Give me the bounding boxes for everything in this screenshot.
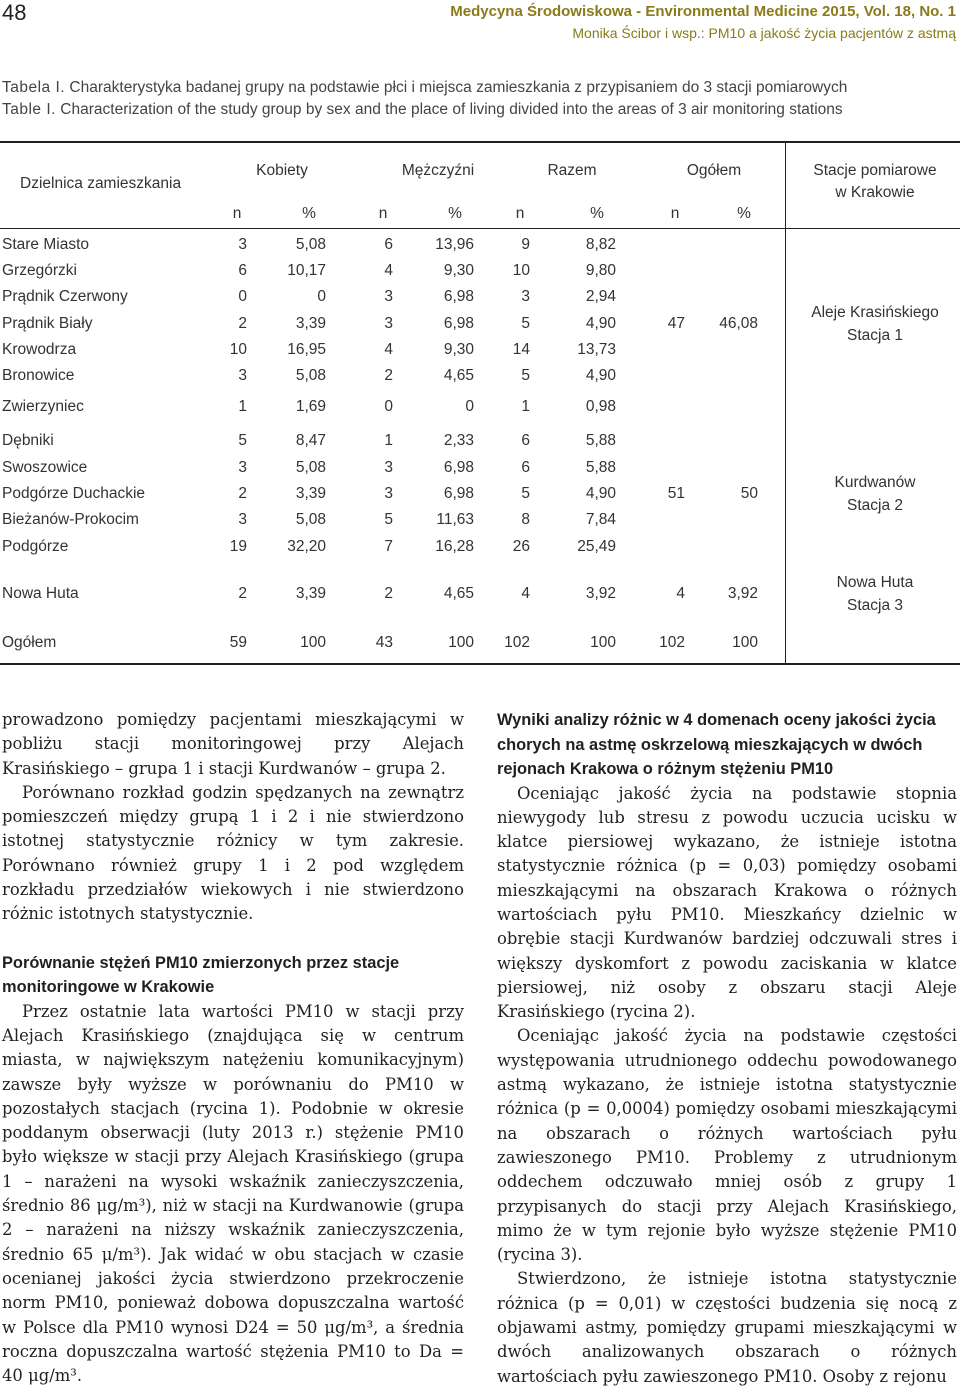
district-name: Bieżanów-Prokocim [2,511,139,528]
table-cell-rp: 4,90 [585,367,616,384]
table-cell-kp: 100 [300,634,326,651]
table-header-rule [0,228,960,229]
section-heading-qol-domains: Wyniki analizy różnic w 4 domenach oceny jakości życia chorych na astmę oskrzelową mieszkających w dwóch rejonach Krakowa o różnym stężeniu PM10 [497,711,936,778]
section-heading-pm10-comparison: Porównanie stężeń PM10 zmierzonych przez stacje monitoringowe w Krakowie [2,953,400,997]
table-cell-rp: 13,73 [577,341,616,358]
subheader-n: n [670,205,680,222]
table-cell-kn: 0 [238,288,247,305]
subheader-n: n [232,205,242,222]
table-cell-rp: 0,98 [585,398,616,415]
caption-text-en: Characterization of the study group by sex and the place of living divided into the areas of 3 air monitoring stations [60,101,843,118]
header-stations-1: Stacje pomiarowe [813,162,937,179]
station-number: Stacja 1 [846,327,903,344]
header-women: Kobiety [256,162,308,179]
journal-title: Medycyna Środowiskowa - Environmental Medicine 2015, Vol. 18, No. 1 [450,3,956,20]
table-cell-rp: 100 [590,634,616,651]
table-cell-mn: 4 [384,262,393,279]
table-caption-en [2,101,843,119]
overall-n: 102 [659,634,685,651]
table-cell-kp: 8,47 [295,432,326,449]
overall-pct: 100 [732,634,758,651]
station-name: Nowa Huta [836,574,914,591]
table-cell-mp: 6,98 [443,459,474,476]
table-cell-rn: 5 [521,367,530,384]
table-cell-mn: 5 [384,511,393,528]
district-name: Nowa Huta [2,585,79,602]
table-cell-kn: 59 [229,634,247,651]
table-cell-mp: 4,65 [443,367,474,384]
table-cell-rn: 10 [512,262,530,279]
table-cell-mn: 2 [384,367,393,384]
table-cell-kn: 19 [229,538,247,555]
table-cell-mp: 9,30 [443,262,474,279]
subheader-pct: % [448,205,462,222]
table-cell-rp: 25,49 [577,538,616,555]
header-district: Dzielnica zamieszkania [20,175,182,192]
district-name: Grzegórzki [2,262,77,279]
table-cell-mn: 3 [384,315,393,332]
subheader-n: n [378,205,388,222]
overall-pct: 3,92 [727,585,758,602]
subheader-pct: % [590,205,604,222]
station-column-divider [785,143,786,663]
district-name: Swoszowice [2,459,88,476]
left-paragraph-1: prowadzono pomiędzy pacjentami mieszkającymi w pobliżu stacji monitoringowej przy Alejach Krasińskiego – grupa 1 i stacji Kurdwanów – grupa 2. [2,710,464,778]
table-cell-kn: 3 [238,459,247,476]
station-name: Kurdwanów [834,474,916,491]
district-name: Zwierzyniec [2,398,84,415]
table-cell-rp: 3,92 [585,585,616,602]
overall-n: 4 [676,585,685,602]
table-cell-mp: 6,98 [443,315,474,332]
table-cell-rn: 5 [521,485,530,502]
table-cell-rn: 26 [512,538,530,555]
table-cell-rp: 4,90 [585,485,616,502]
table-cell-kp: 3,39 [295,585,326,602]
table-top-rule [0,141,960,143]
table-cell-rn: 4 [521,585,530,602]
table-cell-mp: 9,30 [443,341,474,358]
table-cell-mp: 100 [448,634,474,651]
table-cell-rn: 8 [521,511,530,528]
table-cell-rn: 14 [512,341,530,358]
header-men: Mężczyźni [401,162,475,179]
table-cell-kn: 3 [238,511,247,528]
district-name: Stare Miasto [2,236,90,253]
subheader-n: n [515,205,525,222]
table-cell-rp: 5,88 [585,432,616,449]
district-name: Prądnik Biały [2,315,93,332]
table-cell-rn: 9 [521,236,530,253]
table-cell-kp: 5,08 [295,511,326,528]
left-paragraph-2: Porównano rozkład godzin spędzanych na zewnątrz pomieszczeń między grupą 1 i 2 i nie stwierdzono istotnej statystycznie różnicy w tym zakresie. Porównano również grupy 1 i 2 pod względem rozkładu przedziałów wiekowych i nie stwierdzono różnic istotnych statystycznie. [2,782,464,924]
table-cell-mn: 2 [384,585,393,602]
district-name: Krowodrza [2,341,77,358]
overall-n: 51 [667,485,685,502]
table-cell-kp: 5,08 [295,236,326,253]
table-cell-mn: 6 [384,236,393,253]
station-number: Stacja 3 [846,597,903,614]
table-cell-rp: 5,88 [585,459,616,476]
table-cell-mp: 0 [465,398,474,415]
district-name: Ogółem [2,634,57,651]
running-head: Monika Ścibor i wsp.: PM10 a jakość życia pacjentów z astmą [572,25,956,41]
table-cell-rp: 2,94 [585,288,616,305]
caption-label-en: Table I. [2,101,56,118]
page-number: 48 [2,0,27,25]
table-cell-mn: 43 [375,634,393,651]
table-cell-kp: 5,08 [295,459,326,476]
table-cell-mp: 6,98 [443,288,474,305]
district-name: Podgórze [2,538,69,555]
district-name: Podgórze Duchackie [2,485,146,502]
header-stations-2: w Krakowie [835,184,915,201]
table-cell-mn: 3 [384,288,393,305]
subheader-pct: % [737,205,751,222]
table-cell-rp: 7,84 [585,511,616,528]
table-cell-kn: 2 [238,485,247,502]
table-cell-kp: 3,39 [295,485,326,502]
table-cell-kp: 10,17 [287,262,326,279]
table-cell-kn: 1 [238,398,247,415]
table-cell-mp: 13,96 [435,236,474,253]
station-number: Stacja 2 [846,497,903,514]
table-cell-kn: 2 [238,585,247,602]
table-cell-rn: 6 [521,432,530,449]
table-cell-kp: 3,39 [295,315,326,332]
table-cell-mp: 16,28 [435,538,474,555]
right-paragraph-1: Oceniając jakość życia na podstawie stopnia niewygody lub stresu z powodu uczucia ucisku w klatce piersiowej wykazano, że istnieje istotna statystycznie różnica (p = 0,03) pomiędzy osobami mieszkającymi na obszarach Krakowa o różnych wartościach pyłu PM10. Mieszkańcy dzielnic w obrębie stacji Kurdwanów bardziej odczuwali stres i większy dyskomfort z powodu zaciskania w klatce piersiowej, niż osoby z obszaru stacji Aleje Krasińskiego (rycina 2). [497,783,957,1022]
overall-n: 47 [667,315,685,332]
table-cell-mn: 4 [384,341,393,358]
district-name: Bronowice [2,367,75,384]
right-paragraph-2: Oceniając jakość życia na podstawie częstości występowania utrudnionego oddechu powodowanego astmą wykazano, że istnieje istotna statystycznie różnica (p = 0,0004) pomiędzy osobami mieszkającymi na obszarach o różnych wartościach pyłu zawieszonego PM10. Problemy z utrudnionym oddechem odczuwało mniej osób z grupy 1 przypisanych do stacji przy Alejach Krasińskiego, mimo że w tym rejonie było wyższe stężenie PM10 (rycina 3). [497,1026,957,1265]
station-name: Aleje Krasińskiego [811,304,939,321]
overall-pct: 50 [740,485,758,502]
subheader-pct: % [302,205,316,222]
caption-text-pl: Charakterystyka badanej grupy na podstawie płci i miejsca zamieszkania z przypisaniem do 3 stacji pomiarowych [69,79,848,96]
right-column [497,708,957,1389]
table-cell-kn: 10 [229,341,247,358]
table-cell-kp: 0 [317,288,326,305]
table-cell-mn: 3 [384,485,393,502]
table-cell-kn: 5 [238,432,247,449]
table-cell-kn: 3 [238,236,247,253]
table-cell-mn: 3 [384,459,393,476]
table-cell-kp: 5,08 [295,367,326,384]
right-paragraph-3: Stwierdzono, że istnieje istotna statystycznie różnica (p = 0,01) w częstości budzenia się nocą z objawami astmy, pomiędzy grupami mieszkającymi w dwóch analizowanych obszarach o różnych wartościach pyłu zawieszonego PM10. Osoby z rejonu [497,1269,957,1386]
table-cell-rn: 6 [521,459,530,476]
left-paragraph-3: Przez ostatnie lata wartości PM10 w stacji przy Alejach Krasińskiego (znajdująca się w centrum miasta, w największym natężeniu komunikacyjnym) zawsze były wyższe w porównaniu do PM10 w pozostałych stacjach (rycina 1). Podobnie w okresie poddanym obserwacji (luty 2013 r.) stężenie PM10 było większe w stacji przy Alejach Krasińskiego (grupa 1 – narażeni na wysoki wskaźnik zanieczyszczenia, średnio 86 μg/m³), niż w stacji na Kurdwanowie (grupa 2 – narażeni na niższy wskaźnik zanieczyszczenia, średnio 65 μ/m³). Jak widać w obu stacjach w czasie ocenianej jakości życia stwierdzono przekroczenie norm PM10, ponieważ dobowa dopuszczalna wartość w Polsce dla PM10 wynosi D24 = 50 μg/m³, a średnia roczna dopuszczalna wartość stężenia PM10 to Da = 40 μg/m³. [2,1001,464,1386]
table-cell-kn: 2 [238,315,247,332]
table-cell-rp: 9,80 [585,262,616,279]
header-overall: Ogółem [686,162,742,179]
table-cell-rp: 4,90 [585,315,616,332]
table-cell-mn: 0 [384,398,393,415]
district-name: Dębniki [2,432,54,449]
table-bottom-rule [0,663,960,665]
table-cell-rn: 3 [521,288,530,305]
caption-label-pl: Tabela I. [2,79,66,96]
table-cell-mp: 11,63 [436,511,474,528]
table-cell-mn: 1 [384,432,393,449]
table-cell-kp: 16,95 [287,341,326,358]
overall-pct: 46,08 [719,315,758,332]
table-cell-mp: 2,33 [443,432,474,449]
table-cell-rn: 102 [504,634,530,651]
table-cell-rn: 5 [521,315,530,332]
table-cell-kn: 6 [238,262,247,279]
table-cell-mn: 7 [384,538,393,555]
table-cell-rn: 1 [521,398,530,415]
table-cell-kn: 3 [238,367,247,384]
header-together: Razem [547,162,597,179]
table-cell-mp: 4,65 [443,585,474,602]
table-cell-kp: 32,20 [287,538,326,555]
table-cell-rp: 8,82 [585,236,616,253]
left-column [2,708,464,1388]
table-cell-kp: 1,69 [295,398,326,415]
table-cell-mp: 6,98 [443,485,474,502]
district-name: Prądnik Czerwony [2,288,128,305]
table-caption-pl [2,79,847,97]
